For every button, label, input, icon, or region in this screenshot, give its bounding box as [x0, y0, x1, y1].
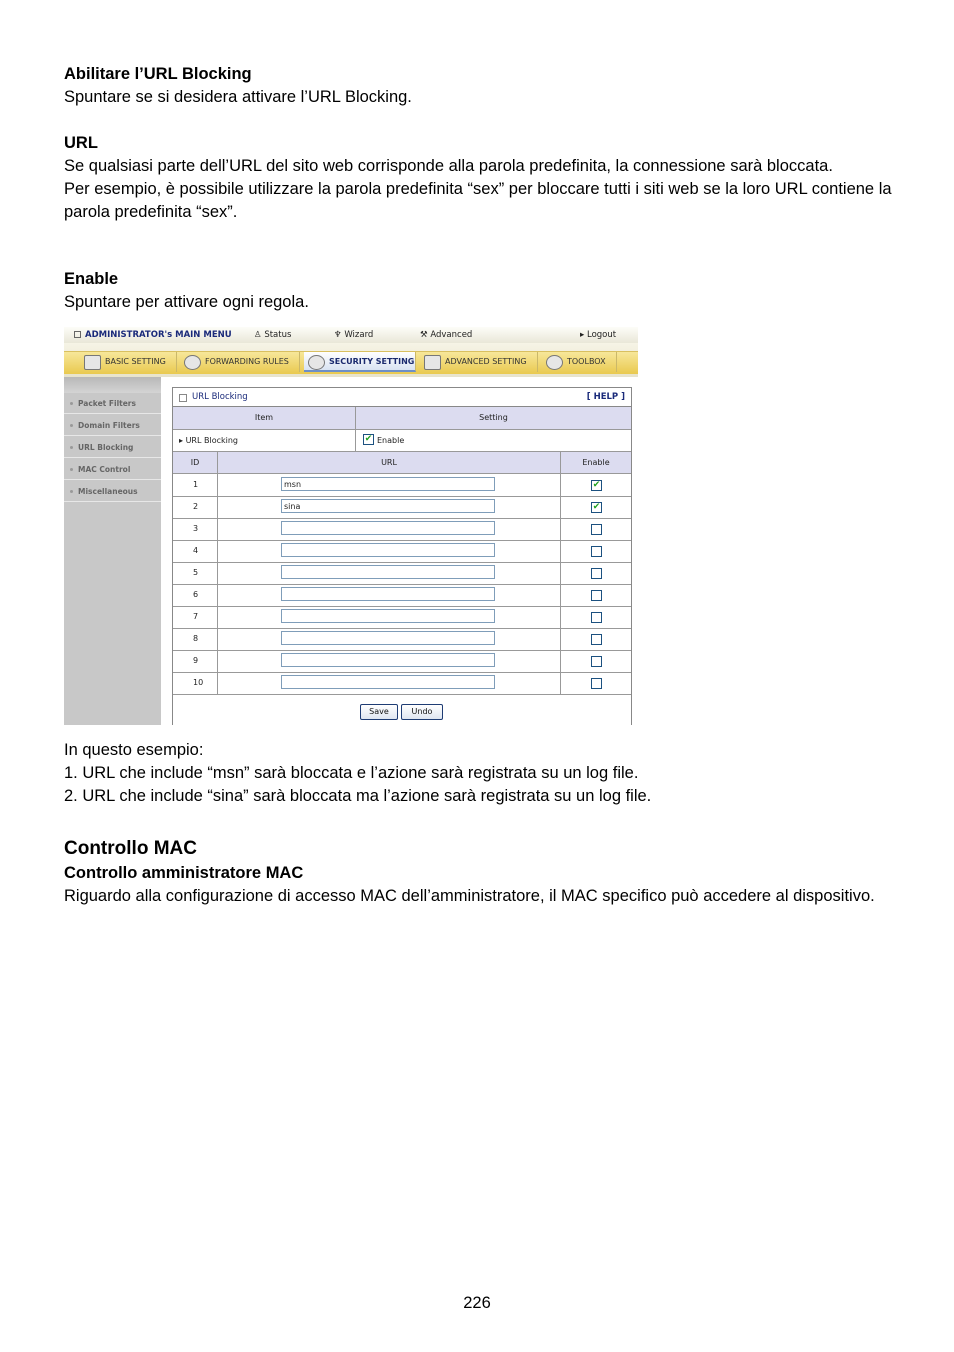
- url-input[interactable]: [281, 565, 495, 579]
- url-text-2: Per esempio, è possibile utilizzare la parola predefinita “sex” per bloccare tutti i siti web se la loro URL contiene la parola predefinita “sex”.: [64, 180, 892, 221]
- bullet-icon: [70, 402, 73, 405]
- help-link[interactable]: [ HELP ]: [586, 392, 625, 402]
- enable-checkbox[interactable]: [591, 546, 602, 557]
- settings-icon: [424, 355, 441, 370]
- main-nav: [64, 343, 638, 377]
- bullet-icon: [70, 468, 73, 471]
- row-id: 2: [193, 502, 199, 511]
- enable-checkbox[interactable]: [591, 612, 602, 623]
- tab-advanced-setting[interactable]: ADVANCED SETTING: [420, 352, 538, 372]
- row-id: 1: [193, 480, 199, 489]
- url-blocking-row: [173, 430, 631, 452]
- table-row: [173, 672, 631, 695]
- enable-checkbox[interactable]: [591, 524, 602, 535]
- enable-checkbox[interactable]: ✔: [592, 480, 601, 490]
- url-input[interactable]: msn: [281, 477, 495, 491]
- bullet-icon: [70, 446, 73, 449]
- url-input[interactable]: [281, 653, 495, 667]
- tab-security-setting[interactable]: SECURITY SETTING: [304, 352, 416, 372]
- table-row: [173, 540, 631, 563]
- url-input[interactable]: sina: [281, 499, 495, 513]
- table-row: [173, 628, 631, 651]
- bullet-icon: [70, 424, 73, 427]
- tab-basic-setting[interactable]: BASIC SETTING: [80, 352, 177, 372]
- panel-header: [173, 388, 631, 407]
- enable-checkbox[interactable]: [591, 590, 602, 601]
- table-row: [173, 606, 631, 629]
- section-url: [64, 132, 894, 224]
- row-id: 9: [193, 656, 199, 665]
- arrow-icon: ▸: [580, 330, 585, 340]
- table-row: [173, 650, 631, 673]
- row-id: 10: [193, 678, 204, 687]
- url-blocking-enable-checkbox[interactable]: ✔: [364, 434, 373, 444]
- row-id: 8: [193, 634, 199, 643]
- sidebar-item-domain-filters[interactable]: Domain Filters: [64, 415, 161, 436]
- enable-label: Enable: [377, 436, 405, 445]
- col-id-header: ID: [173, 452, 217, 474]
- table-row: [173, 518, 631, 541]
- key-icon: [308, 355, 325, 370]
- wizard-link[interactable]: ♆ Wizard: [334, 330, 374, 340]
- square-icon: [179, 394, 187, 402]
- enable-checkbox[interactable]: [591, 634, 602, 645]
- advanced-link[interactable]: ⚒ Advanced: [420, 330, 473, 340]
- table-row: [173, 562, 631, 585]
- example-intro: In questo esempio:: [64, 741, 204, 759]
- sidebar-item-mac-control[interactable]: MAC Control: [64, 459, 161, 480]
- bullet-icon: [70, 490, 73, 493]
- col-item-header: Item: [173, 407, 355, 430]
- router-ui-screenshot: [64, 327, 638, 725]
- url-blocking-label: ▸ URL Blocking: [179, 436, 238, 445]
- enable-text: Spuntare per attivare ogni regola.: [64, 293, 309, 311]
- enable-checkbox[interactable]: [591, 678, 602, 689]
- url-input[interactable]: [281, 631, 495, 645]
- url-input[interactable]: [281, 543, 495, 557]
- row-id: 4: [193, 546, 199, 555]
- section-mac: [64, 836, 894, 908]
- sidebar-item-miscellaneous[interactable]: Miscellaneous: [64, 481, 161, 502]
- url-heading: URL: [64, 134, 98, 152]
- example-1: 1. URL che include “msn” sarà bloccata e l’azione sarà registrata su un log file.: [64, 764, 639, 782]
- url-text-1: Se qualsiasi parte dell’URL del sito web corrisponde alla parola predefinita, la connessione sarà bloccata.: [64, 157, 833, 175]
- wizard-icon: ♆: [334, 330, 342, 340]
- document-icon: [84, 355, 101, 370]
- col-setting-header: Setting: [356, 407, 631, 430]
- panel-title: URL Blocking: [192, 392, 248, 402]
- section-example: [64, 739, 894, 808]
- url-input[interactable]: [281, 587, 495, 601]
- row-id: 6: [193, 590, 199, 599]
- save-button[interactable]: Save: [360, 704, 398, 720]
- url-input[interactable]: [281, 675, 495, 689]
- person-icon: ♙: [254, 330, 262, 340]
- tab-toolbox[interactable]: TOOLBOX: [542, 352, 617, 372]
- mac-heading: Controllo MAC: [64, 838, 197, 859]
- sidebar-item-packet-filters[interactable]: Packet Filters: [64, 393, 161, 414]
- enable-url-heading: Abilitare l’URL Blocking: [64, 65, 252, 83]
- section-enable: [64, 268, 894, 314]
- row-id: 7: [193, 612, 199, 621]
- table-row: [173, 584, 631, 607]
- tab-forwarding-rules[interactable]: FORWARDING RULES: [180, 352, 300, 372]
- table-row: [173, 474, 631, 497]
- row-id: 3: [193, 524, 199, 533]
- url-input[interactable]: [281, 521, 495, 535]
- status-link[interactable]: ♙ Status: [254, 330, 292, 340]
- tools-icon: ⚒: [420, 330, 428, 340]
- enable-checkbox[interactable]: ✔: [592, 502, 601, 512]
- section-enable-url: [64, 63, 894, 109]
- enable-checkbox[interactable]: [591, 656, 602, 667]
- page-number: 226: [463, 1294, 491, 1312]
- sidebar-item-url-blocking[interactable]: URL Blocking: [64, 437, 161, 458]
- enable-url-text: Spuntare se si desidera attivare l’URL Blocking.: [64, 88, 412, 106]
- col-enable-header: Enable: [561, 452, 631, 474]
- enable-checkbox[interactable]: [591, 568, 602, 579]
- url-blocking-panel: [172, 387, 632, 725]
- undo-button[interactable]: Undo: [401, 704, 443, 720]
- mac-sub-heading: Controllo amministratore MAC: [64, 864, 304, 882]
- sidebar: [64, 377, 161, 725]
- col-url-header: URL: [218, 452, 560, 474]
- mac-text: Riguardo alla configurazione di accesso MAC dell’amministratore, il MAC specifico può accedere al dispositivo.: [64, 887, 875, 905]
- logout-link[interactable]: ▸ Logout: [580, 330, 617, 340]
- example-2: 2. URL che include “sina” sarà bloccata ma l’azione sarà registrata su un log file.: [64, 787, 652, 805]
- enable-heading: Enable: [64, 270, 119, 288]
- main-menu-link[interactable]: ADMINISTRATOR's MAIN MENU: [74, 330, 232, 340]
- row-id: 5: [193, 568, 199, 577]
- url-input[interactable]: [281, 609, 495, 623]
- square-icon: [74, 331, 81, 338]
- table-row: [173, 496, 631, 519]
- toolbox-icon: [546, 355, 563, 370]
- hand-icon: [184, 355, 201, 370]
- top-menu-bar: [64, 327, 638, 344]
